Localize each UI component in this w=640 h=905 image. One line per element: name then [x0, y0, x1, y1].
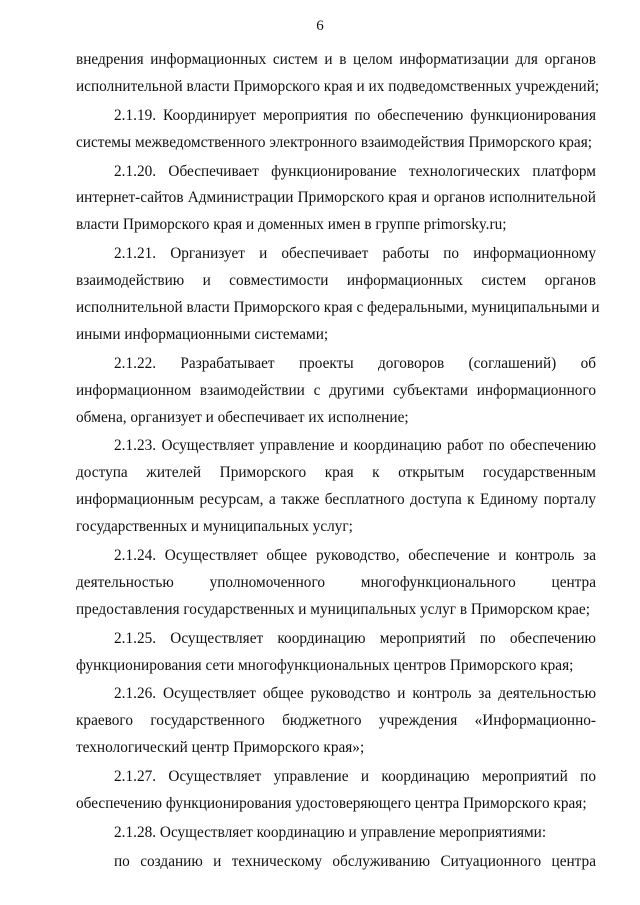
paragraph-continuation — [76, 47, 600, 101]
text-line: 2.1.26. Осуществляет общее руководство и контроль за деятельностью — [114, 685, 596, 703]
text-line: информационным ресурсам, а также бесплатного доступа к Единому порталу — [76, 491, 596, 509]
text-line: 2.1.20. Обеспечивает функционирование технологических платформ — [114, 162, 596, 180]
paragraph-2-1-27 — [76, 764, 596, 818]
text-line: государственных и муниципальных услуг; — [76, 518, 353, 536]
paragraph-2-1-28 — [76, 820, 596, 847]
paragraph-2-1-22 — [76, 351, 596, 432]
text-line: технологический центр Приморского края»; — [76, 739, 365, 757]
text-line: исполнительной власти Приморского края с федеральными, муниципальными и — [76, 299, 600, 317]
text-line: деятельностью уполномоченного многофункционального центра — [76, 573, 596, 591]
text-line: 2.1.21. Организует и обеспечивает работы по информационному — [114, 245, 596, 263]
text-line: доступа жителей Приморского края к открытым государственным — [76, 464, 596, 482]
text-line: функционирования сети многофункциональных центров Приморского края; — [76, 656, 574, 674]
text-line: обеспечению функционирования удостоверяющего центра Приморского края; — [76, 795, 587, 813]
text-line: обмена, организует и обеспечивает их исполнение; — [76, 408, 409, 426]
paragraph-2-1-19 — [76, 103, 596, 157]
text-line: иными информационными системами; — [76, 325, 329, 343]
text-line: предоставления государственных и муниципальных услуг в Приморском крае; — [76, 600, 590, 618]
text-line: 2.1.28. Осуществляет координацию и управление мероприятиями: — [114, 823, 547, 841]
text-line: 2.1.23. Осуществляет управление и координацию работ по обеспечению — [114, 437, 596, 455]
text-line: 2.1.25. Осуществляет координацию мероприятий по обеспечению — [114, 629, 596, 647]
paragraph-2-1-20 — [76, 159, 596, 240]
text-line: внедрения информационных систем и в целом информатизации для органов — [76, 51, 596, 68]
text-line: власти Приморского края и доменных имен в группе primorsky.ru; — [76, 216, 507, 234]
text-line: системы межведомственного электронного взаимодействия Приморского края; — [76, 133, 592, 151]
paragraph-2-1-26 — [76, 681, 596, 762]
text-line: по созданию и техническому обслуживанию Ситуационного центра — [114, 852, 596, 870]
document-body — [76, 47, 600, 876]
page-number: 6 — [316, 18, 324, 34]
text-line: исполнительной власти Приморского края и их подведомственных учреждений; — [76, 77, 600, 95]
text-line: взаимодействию и совместимости информационных систем органов — [76, 272, 596, 290]
paragraph-2-1-21 — [76, 241, 600, 349]
paragraph-2-1-25 — [76, 626, 596, 680]
text-line: информационном взаимодействии с другими субъектами информационного — [76, 381, 596, 399]
paragraph-sub-item — [76, 849, 596, 876]
text-line: 2.1.19. Координирует мероприятия по обеспечению функционирования — [114, 106, 596, 124]
text-line: интернет-сайтов Администрации Приморского края и органов исполнительной — [76, 189, 596, 207]
paragraph-2-1-24 — [76, 543, 596, 624]
text-line: 2.1.22. Разрабатывает проекты договоров (соглашений) об — [114, 354, 596, 372]
text-line: 2.1.24. Осуществляет общее руководство, обеспечение и контроль за — [114, 547, 596, 565]
text-line: 2.1.27. Осуществляет управление и координацию мероприятий по — [114, 768, 596, 786]
text-line: краевого государственного бюджетного учреждения «Информационно- — [76, 712, 596, 730]
paragraph-2-1-23 — [76, 433, 596, 541]
